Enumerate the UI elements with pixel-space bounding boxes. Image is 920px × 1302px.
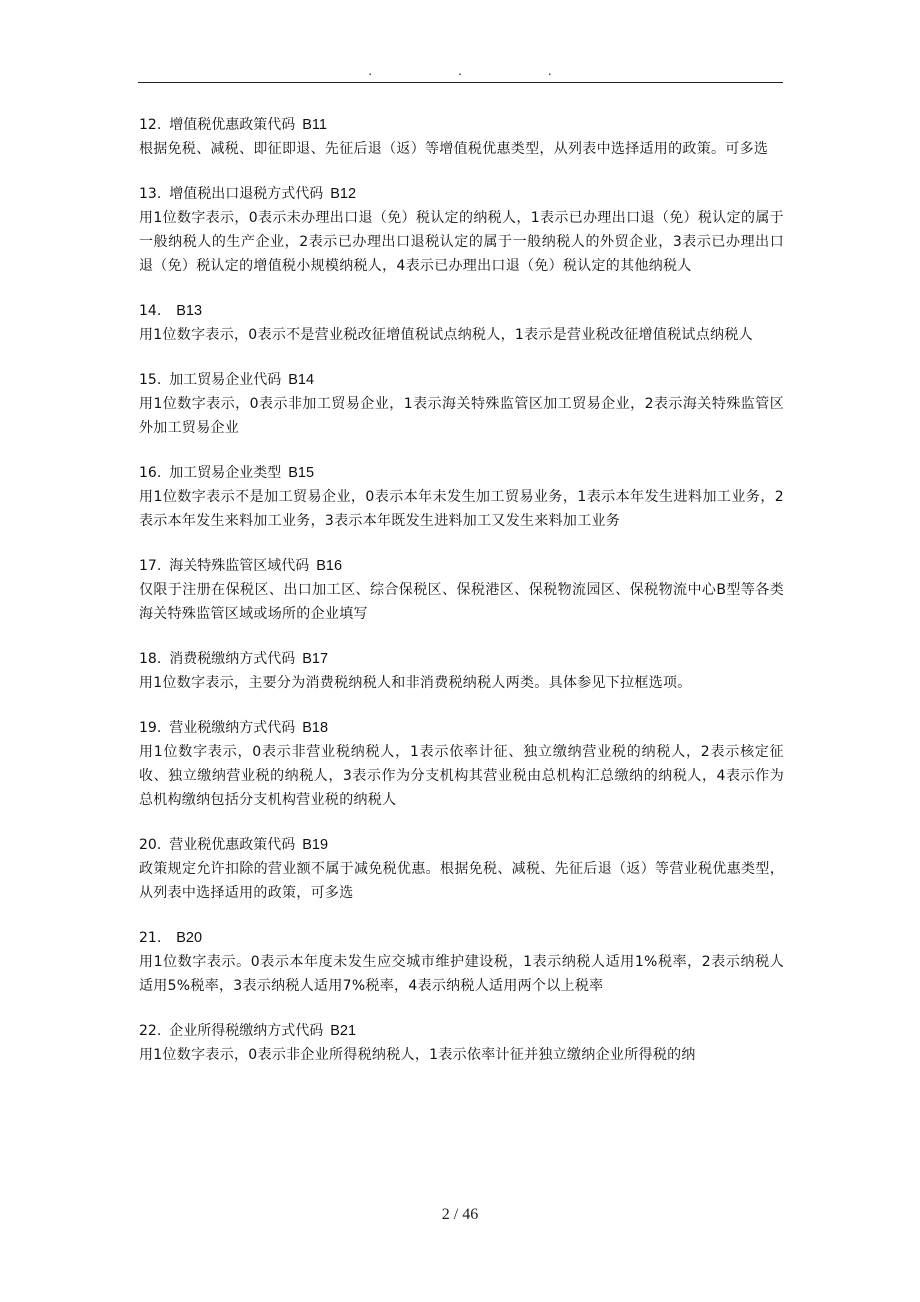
section-code: B19	[302, 837, 329, 853]
section-heading	[139, 647, 784, 671]
section-text: 仅限于注册在保税区、出口加工区、综合保税区、保税港区、保税物流园区、保税物流中心B型等各类海关特殊监管区域或场所的企业填写	[139, 582, 784, 622]
section-number: 21.	[139, 930, 162, 946]
section-b20	[139, 926, 784, 998]
header-rule	[138, 82, 783, 83]
section-number: 18.	[139, 651, 162, 667]
section-text: 用1位数字表示。0表示本年度未发生应交城市维护建设税，1表示纳税人适用1%税率，2表示纳税人适用5%税率，3表示纳税人适用7%税率，4表示纳税人适用两个以上税率	[139, 954, 784, 994]
section-title: 加工贸易企业代码	[169, 372, 282, 388]
section-title: 增值税出口退税方式代码	[169, 186, 324, 202]
section-heading	[139, 113, 784, 137]
header-dot: .	[547, 64, 552, 78]
section-code: B12	[330, 186, 357, 202]
section-code: B13	[176, 303, 203, 319]
section-title: 加工贸易企业类型	[169, 465, 282, 481]
page-header-dots	[0, 64, 920, 78]
section-code: B20	[176, 930, 203, 946]
section-text: 用1位数字表示，主要分为消费税纳税人和非消费税纳税人两类。具体参见下拉框选项。	[139, 675, 692, 691]
section-code: B18	[302, 720, 329, 736]
section-heading	[139, 926, 784, 950]
page-number: 2 / 46	[441, 1206, 479, 1223]
section-number: 16.	[139, 465, 162, 481]
section-heading	[139, 368, 784, 392]
section-text: 用1位数字表示，0表示不是营业税改征增值税试点纳税人，1表示是营业税改征增值税试点纳税人	[139, 327, 753, 343]
section-title: 营业税优惠政策代码	[169, 837, 296, 853]
section-b13	[139, 299, 784, 347]
section-number: 13.	[139, 186, 162, 202]
section-b21	[139, 1019, 784, 1067]
section-number: 19.	[139, 720, 162, 736]
header-dot: .	[458, 64, 462, 78]
header-dot: .	[368, 64, 373, 78]
section-title: 企业所得税缴纳方式代码	[169, 1023, 324, 1039]
section-text: 政策规定允许扣除的营业额不属于减免税优惠。根据免税、减税、先征后退（返）等营业税优惠类型，从列表中选择适用的政策，可多选	[139, 861, 784, 901]
section-code: B21	[330, 1023, 357, 1039]
section-b14	[139, 368, 784, 440]
section-code: B16	[316, 558, 343, 574]
section-title: 增值税优惠政策代码	[169, 117, 296, 133]
section-heading	[139, 299, 784, 323]
section-heading	[139, 1019, 784, 1043]
section-title: 营业税缴纳方式代码	[169, 720, 296, 736]
section-b11	[139, 113, 784, 161]
section-title: 海关特殊监管区域代码	[169, 558, 310, 574]
section-heading	[139, 554, 784, 578]
section-code: B11	[302, 117, 327, 133]
section-heading	[139, 461, 784, 485]
section-heading	[139, 833, 784, 857]
section-number: 22.	[139, 1023, 162, 1039]
section-number: 14.	[139, 303, 162, 319]
section-title: 消费税缴纳方式代码	[169, 651, 296, 667]
section-text: 用1位数字表示，0表示非企业所得税纳税人，1表示依率计征并独立缴纳企业所得税的纳	[139, 1047, 696, 1063]
section-text: 用1位数字表示不是加工贸易企业，0表示本年未发生加工贸易业务，1表示本年发生进料加工业务，2表示本年发生来料加工业务，3表示本年既发生进料加工又发生来料加工业务	[139, 489, 784, 529]
section-text: 用1位数字表示，0表示未办理出口退（免）税认定的纳税人，1表示已办理出口退（免）税认定的属于一般纳税人的生产企业，2表示已办理出口退税认定的属于一般纳税人的外贸企业，3表示已办理出口退（免）税认定的增值税小规模纳税人，4表示已办理出口退（免）税认定的其他纳税人	[139, 210, 784, 274]
section-b19	[139, 833, 784, 905]
section-b12	[139, 182, 784, 278]
section-heading	[139, 716, 784, 740]
section-code: B17	[302, 651, 329, 667]
section-number: 15.	[139, 372, 162, 388]
section-heading	[139, 182, 784, 206]
section-code: B15	[288, 465, 315, 481]
section-text: 根据免税、减税、即征即退、先征后退（返）等增值税优惠类型，从列表中选择适用的政策。可多选	[139, 141, 769, 157]
section-b17	[139, 647, 784, 695]
section-b18	[139, 716, 784, 812]
section-b15	[139, 461, 784, 533]
section-number: 20.	[139, 837, 162, 853]
document-body	[139, 113, 784, 1088]
section-b16	[139, 554, 784, 626]
section-text: 用1位数字表示，0表示非营业税纳税人，1表示依率计征、独立缴纳营业税的纳税人，2表示核定征收、独立缴纳营业税的纳税人，3表示作为分支机构其营业税由总机构汇总缴纳的纳税人，4表示作为总机构缴纳包括分支机构营业税的纳税人	[139, 744, 784, 808]
section-text: 用1位数字表示，0表示非加工贸易企业，1表示海关特殊监管区加工贸易企业，2表示海关特殊监管区外加工贸易企业	[139, 396, 784, 436]
section-code: B14	[288, 372, 315, 388]
section-number: 12.	[139, 117, 162, 133]
section-number: 17.	[139, 558, 162, 574]
